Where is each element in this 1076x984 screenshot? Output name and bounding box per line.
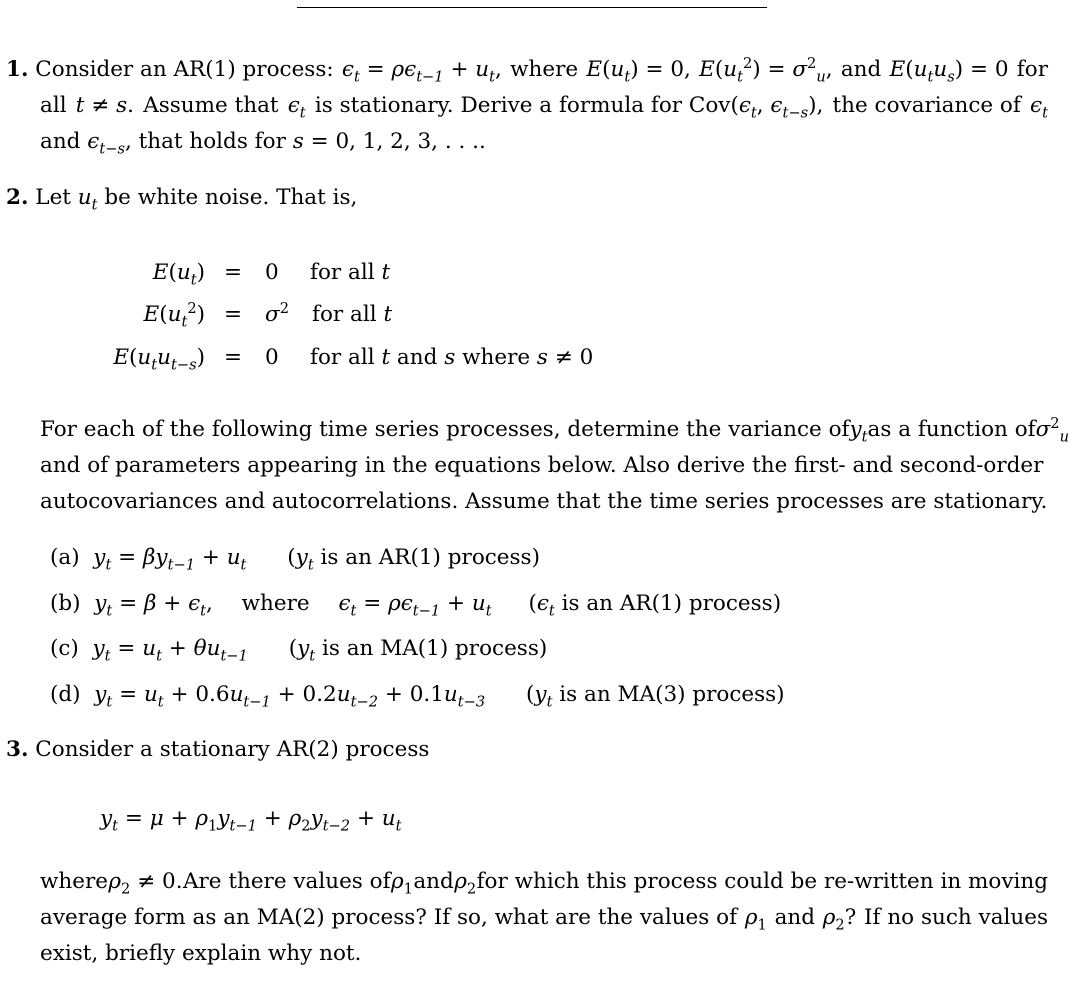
part-b: (b) $y_t = \beta + \epsilon_t$, where $\epsilon_t = \rho\epsilon_{t-1} + u_t$ ($\epsilon_t$ is an AR(1) process) — [50, 591, 782, 620]
problem-1-line-3: and $\epsilon_{t-s}$, that holds for s = 0, 1, 2, 3, . . .. — [40, 129, 486, 158]
problem-3-line-2: average form as an MA(2) process? If so, what are the values of $\rho_1$ and $\rho_2$? If no such values — [40, 905, 1048, 934]
problem-1-number: 1. — [6, 57, 29, 82]
problem-2-number: 2. — [6, 185, 29, 210]
problem-2-intro: 2. Let $u_t$ be white noise. That is, — [6, 185, 358, 214]
problem-2-para-2: and of parameters appearing in the equations below. Also derive the first- and second-order — [40, 453, 1044, 478]
part-a: (a) $y_t = \beta y_{t-1} + u_t$ ($y_t$ is an AR(1) process) — [50, 545, 540, 574]
part-d: (d) $y_t = u_t + 0.6u_{t-1} + 0.2u_{t-2} + 0.1u_{t-3}$ ($y_t$ is an MA(3) process) — [50, 682, 785, 711]
problem-1-line-1: 1. Consider an AR(1) process: $\epsilon_t = \rho\epsilon_{t-1} + u_t$, where $E(u_t) = 0$, $E(u_t^2) = \sigma^2_u$, and $E(u_tu_s) = 0$ for — [6, 54, 1048, 86]
part-c: (c) $y_t = u_t + \theta u_{t-1}$ ($y_t$ is an MA(1) process) — [50, 636, 548, 665]
problem-2-para-1: For each of the following time series processes, determine the variance of $y_t$ as a function of $\sigma^2_u$ — [40, 414, 1070, 446]
problem-1-line-2: all t ≠ s. Assume that $\epsilon_t$ is stationary. Derive a formula for $Cov(\epsilon_t$, $\epsilon_{t-s}$), the covariance of $\epsilon_t$ — [40, 93, 1048, 122]
problem-3-intro: 3. Consider a stationary AR(2) process — [6, 737, 430, 762]
problem-3-line-3: exist, briefly explain why not. — [40, 941, 362, 966]
problem-2-para-3: autocovariances and autocorrelations. Assume that the time series processes are stationary. — [40, 489, 1048, 514]
ar2-equation: $y_t = \mu + \rho_1y_{t-1} + \rho_2y_{t-2} + u_t$ — [100, 806, 402, 835]
problem-3-number: 3. — [6, 737, 29, 762]
top-rule — [297, 7, 767, 8]
problem-3-line-1: where $\rho_2 \ne 0$. Are there values of $\rho_1$ and $\rho_2$ for which this process could be re-written in moving — [40, 869, 1048, 898]
document-page: 1. Consider an AR(1) process: $\epsilon_t = \rho\epsilon_{t-1} + u_t$, where $E(u_t) = 0$, $E(u_t^2) = \sigma^2_u$, and $E(u_tu_s) = 0$ for all t ≠ s. Assume that $\epsilon_t$ is stationary. Derive a formula for $Cov(\epsilon_t$, $\epsilon_{t-s}$), the covariance of $\epsilon_t$ and $\epsilon_{t-s}$, that holds for s = 0, 1, 2, 3, . . .. 2. Let $u_t$ be white noise. That is, $E(u_t)$ = 0 for all t $E(u_t^2)$ = $\sigma^2$ for all t $E(u_tu_{t-s})$ = 0 for all t and s where s ≠ 0 For each of the following time series processes, determine the variance of $y_t$ as a function of $\sigma^2_u$ and of parameters appearing in the equations below. Also derive the first- and second-order autocovariances and autocorrelations. Assume that the time series processes are stationary. (a) $y_t = \beta y_{t-1} + u_t$ ($y_t$ is an AR(1) process) (b) $y_t = \beta + \epsilon_t$, where $\epsilon_t = \rho\epsilon_{t-1} + u_t$ ($\epsilon_t$ is an AR(1) process) (c) $y_t = u_t + \theta u_{t-1}$ ($y_t$ is an MA(1) process) (d) $y_t = u_t + 0.6u_{t-1} + 0.2u_{t-2} + 0.1u_{t-3}$ ($y_t$ is an MA(3) process) 3. Consider a stationary AR(2) process $y_t = \mu + \rho_1y_{t-1} + \rho_2y_{t-2} + u_t$ where $\rho_2 \ne 0$. Are there values of $\rho_1$ and $\rho_2$ for which this process could be re-written in moving average form as an MA(2) process? If so, what are the values of $\rho_1$ and $\rho_2$? If no such values exist, briefly explain why not. — [0, 0, 1076, 984]
